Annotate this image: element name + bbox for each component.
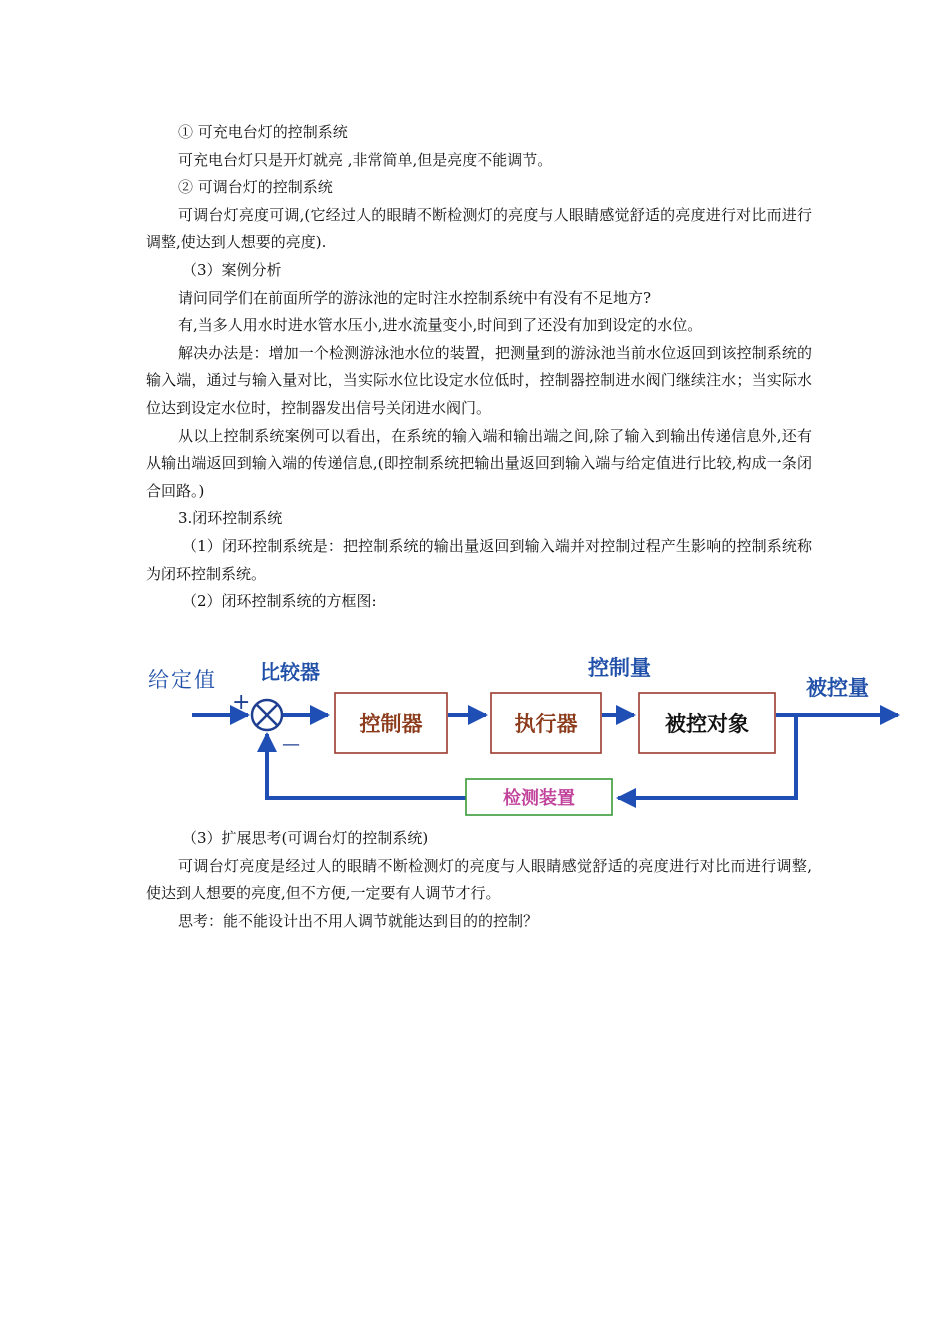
- sensor-label: 检测装置: [503, 788, 575, 809]
- paragraph-adjustable-lamp: 可调台灯亮度可调,(它经过人的眼睛不断检测灯的亮度与人眼睛感觉舒适的亮度进行对比而进行调整,使达到人想要的亮度).: [146, 205, 812, 252]
- minus-sign: —: [282, 734, 300, 755]
- control-variable-label: 控制量: [588, 656, 651, 680]
- actuator-label: 执行器: [514, 712, 578, 736]
- paragraph-answer: 有,当多人用水时进水管水压小,进水流量变小,时间到了还没有加到设定的水位。: [178, 316, 703, 335]
- paragraph-conclusion: 从以上控制系统案例可以看出，在系统的输入端和输出端之间,除了输入到输出传递信息外,还有从输出端返回到输入端的传递信息,(即控制系统把输出量返回到输入端与给定值进行比较,构成一条闭合回路。): [146, 426, 812, 500]
- heading-block-diagram: （2）闭环控制系统的方框图:: [182, 592, 377, 611]
- heading-adjustable-lamp: ② 可调台灯的控制系统: [178, 178, 333, 197]
- setpoint-label: 给定值: [148, 668, 217, 692]
- output-label: 被控量: [806, 676, 869, 700]
- paragraph-rechargeable-lamp: 可充电台灯只是开灯就亮 ,非常简单,但是亮度不能调节。: [178, 150, 553, 169]
- paragraph-think-question: 思考：能不能设计出不用人调节就能达到目的的控制？: [178, 911, 539, 930]
- heading-rechargeable-lamp: ① 可充电台灯的控制系统: [178, 123, 348, 141]
- paragraph-question: 请问同学们在前面所学的游泳池的定时注水控制系统中有没有不足地方?: [178, 288, 652, 307]
- comparator-symbol: [252, 700, 282, 730]
- paragraph-extension: 可调台灯亮度是经过人的眼睛不断检测灯的亮度与人眼睛感觉舒适的亮度进行对比而进行调整,使达到人想要的亮度,但不方便,一定要有人调节才行。: [146, 856, 812, 903]
- body-text-bottom: [146, 825, 812, 935]
- controller-label: 控制器: [359, 712, 423, 736]
- heading-extension-thinking: （3）扩展思考(可调台灯的控制系统): [182, 829, 429, 847]
- closed-loop-block-diagram: [140, 640, 910, 820]
- paragraph-closed-loop-definition: （1）闭环控制系统是：把控制系统的输出量返回到输入端并对控制过程产生影响的控制系统称为闭环控制系统。: [146, 536, 812, 583]
- plant-label: 被控对象: [665, 712, 749, 736]
- plus-sign: +: [232, 690, 251, 715]
- comparator-label: 比较器: [260, 660, 320, 684]
- heading-closed-loop: 3.闭环控制系统: [178, 509, 283, 528]
- heading-case-analysis: （3）案例分析: [182, 260, 282, 279]
- body-text-top: [146, 119, 812, 616]
- paragraph-solution: 解决办法是：增加一个检测游泳池水位的装置，把测量到的游泳池当前水位返回到该控制系统的输入端，通过与输入量对比，当实际水位比设定水位低时，控制器控制进水阀门继续注水；当实际水位达到设定水位时，控制器发出信号关闭进水阀门。: [146, 343, 812, 417]
